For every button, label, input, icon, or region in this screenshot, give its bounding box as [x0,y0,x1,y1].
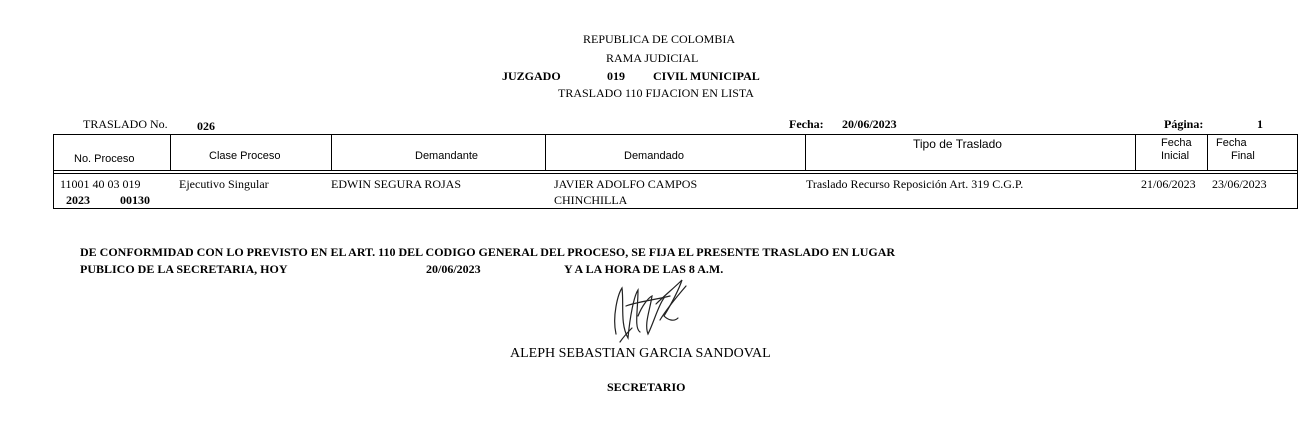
traslado-label: TRASLADO No. [83,117,168,131]
footer-text-line2a: PUBLICO DE LA SECRETARIA, HOY [80,262,288,276]
signer-name: ALEPH SEBASTIAN GARCIA SANDOVAL [510,346,771,361]
header-demandante: Demandante [415,150,478,162]
header-fecha-inicial-2: Inicial [1161,150,1190,162]
traslado-number: 026 [197,119,215,133]
fecha-value: 20/06/2023 [842,117,897,131]
footer-text-line1: DE CONFORMIDAD CON LO PREVISTO EN EL ART. 110 DEL CODIGO GENERAL DEL PROCESO, SE FIJA EL PRESENTE TRASLADO EN LUGAR [80,245,896,259]
header-juzgado-label: JUZGADO [502,69,561,83]
footer-date: 20/06/2023 [426,262,481,276]
header-fecha-inicial-1: Fecha [1161,137,1192,149]
pagina-label: Página: [1164,117,1204,131]
header-country: REPUBLICA DE COLOMBIA [583,32,736,46]
cell-clase: Ejecutivo Singular [179,177,269,191]
cell-demandado-line2: CHINCHILLA [554,193,628,207]
header-no-proceso: No. Proceso [74,153,135,165]
signature [608,276,692,346]
cell-proceso-num: 00130 [120,193,150,207]
cell-proceso-line1: 11001 40 03 019 [60,177,141,191]
cell-fecha-final: 23/06/2023 [1212,177,1267,191]
footer-text-line2b: Y A LA HORA DE LAS 8 A.M. [564,262,724,276]
cell-fecha-inicial: 21/06/2023 [1141,177,1196,191]
cell-proceso-year: 2023 [66,193,90,207]
pagina-value: 1 [1257,117,1263,131]
fecha-label: Fecha: [789,117,824,131]
header-branch: RAMA JUDICIAL [606,51,699,65]
signer-title: SECRETARIO [607,380,686,394]
header-fecha-final-1: Fecha [1216,137,1247,149]
header-fecha-final-2: Final [1231,150,1255,162]
cell-demandante: EDWIN SEGURA ROJAS [331,177,462,191]
cell-demandado-line1: JAVIER ADOLFO CAMPOS [554,177,698,191]
header-traslado-title: TRASLADO 110 FIJACION EN LISTA [558,86,754,100]
header-juzgado-type: CIVIL MUNICIPAL [653,69,760,83]
header-tipo-traslado: Tipo de Traslado [913,137,1002,151]
header-demandado: Demandado [624,150,684,162]
header-clase-proceso: Clase Proceso [209,150,281,162]
cell-tipo: Traslado Recurso Reposición Art. 319 C.G.P. [806,177,1024,191]
header-juzgado-number: 019 [607,69,625,83]
